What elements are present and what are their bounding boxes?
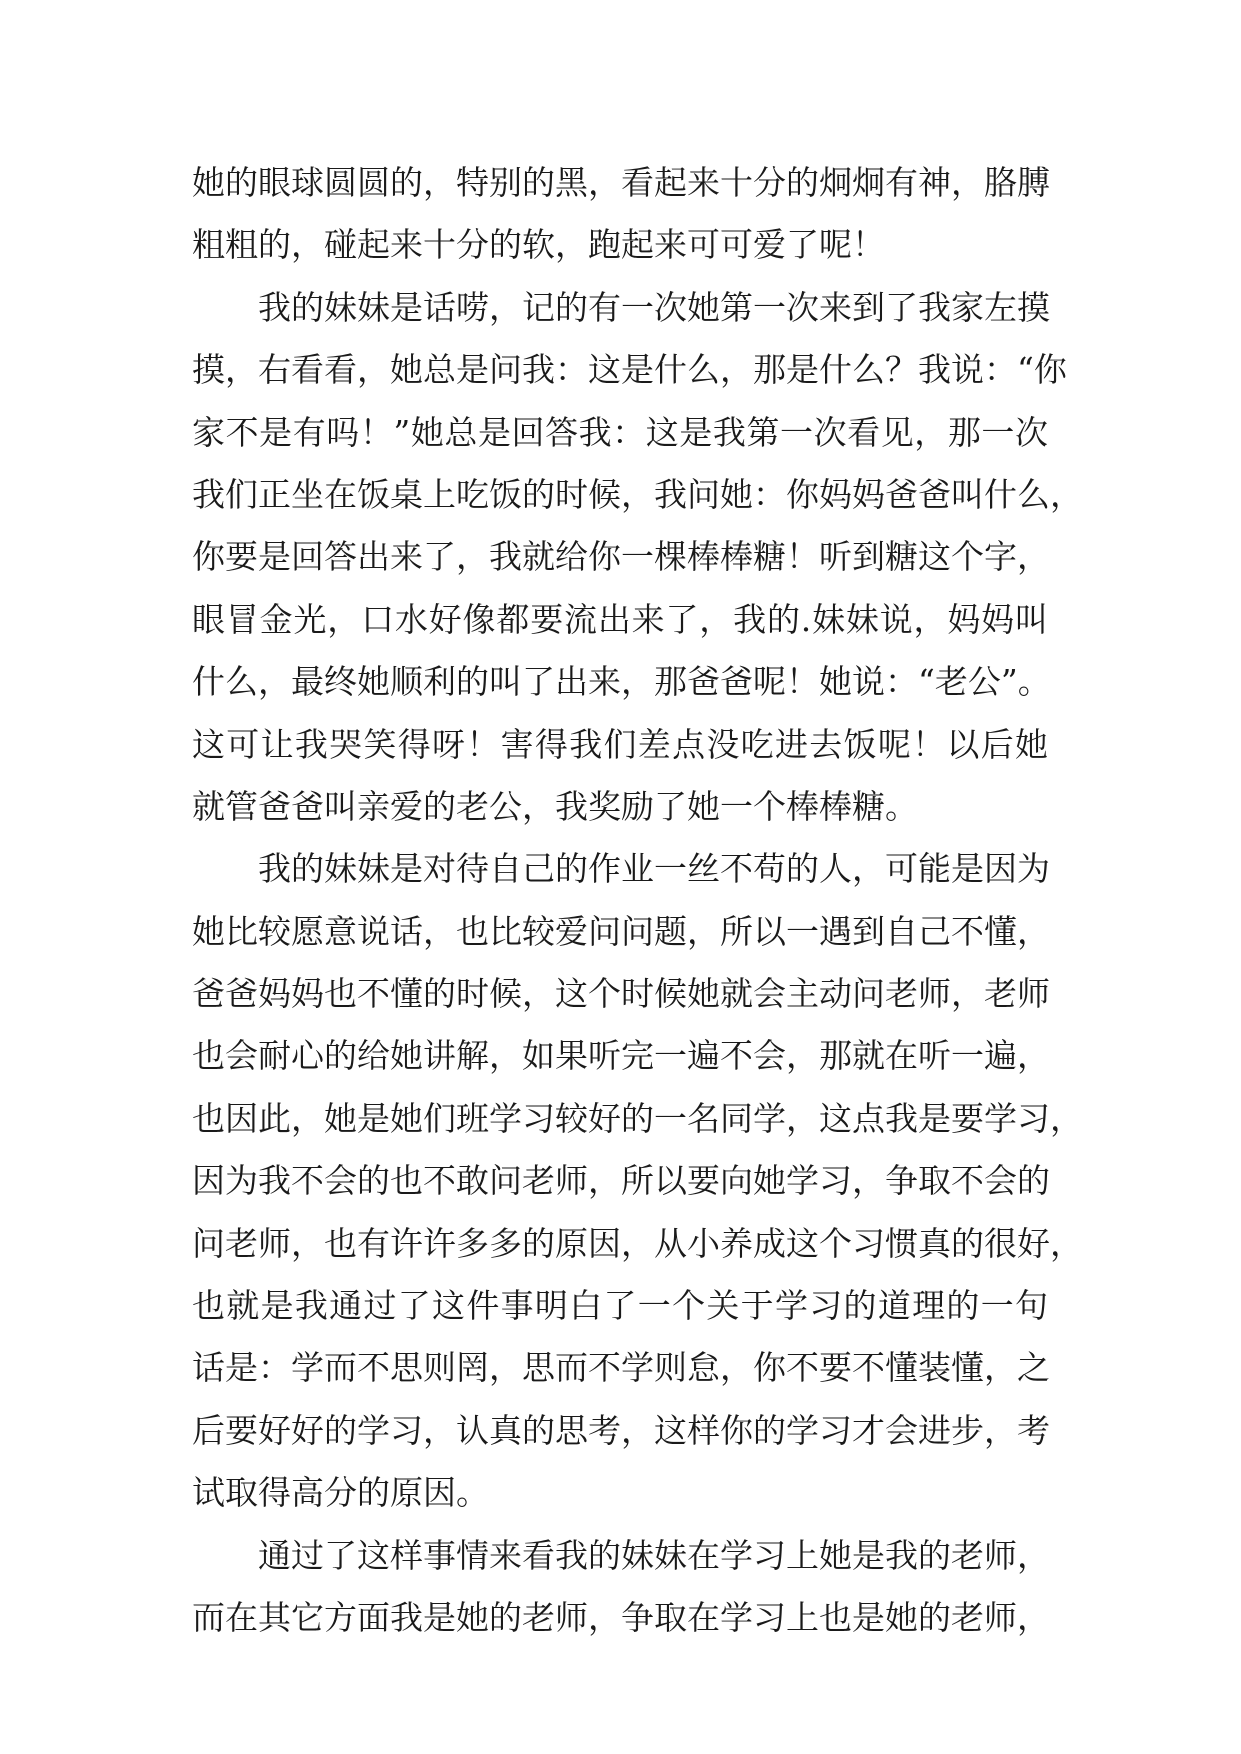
- text-line: 话是：学而不思则罔，思而不学则怠，你不要不懂装懂，之: [192, 1348, 1050, 1388]
- text-line: 就管爸爸叫亲爱的老公，我奖励了她一个棒棒糖。: [192, 786, 918, 826]
- text-line: 你要是回答出来了，我就给你一棵棒棒糖！听到糖这个字，: [192, 537, 1050, 577]
- text-line: 试取得高分的原因。: [192, 1473, 489, 1513]
- text-line: 家不是有吗！”她总是回答我：这是我第一次看见，那一次: [192, 412, 1048, 452]
- text-line: 我的妹妹是对待自己的作业一丝不苟的人，可能是因为: [258, 849, 1050, 889]
- text-line: 也会耐心的给她讲解，如果听完一遍不会，那就在听一遍，: [192, 1036, 1050, 1076]
- text-line: 通过了这样事情来看我的妹妹在学习上她是我的老师，: [258, 1535, 1050, 1575]
- text-line: 而在其它方面我是她的老师，争取在学习上也是她的老师，: [192, 1597, 1050, 1637]
- text-line: 她比较愿意说话，也比较爱问问题，所以一遇到自己不懂，: [192, 911, 1050, 951]
- text-line: 粗粗的，碰起来十分的软，跑起来可可爱了呢！: [192, 225, 885, 265]
- text-line: 摸，右看看，她总是问我：这是什么，那是什么？我说：“你: [192, 350, 1067, 390]
- text-line: 我们正坐在饭桌上吃饭的时候，我问她：你妈妈爸爸叫什么，: [192, 474, 1083, 514]
- text-line: 我的妹妹是话唠，记的有一次她第一次来到了我家左摸: [258, 287, 1050, 327]
- text-line: 这可让我哭笑得呀！害得我们差点没吃进去饭呢！以后她: [192, 724, 1048, 764]
- text-line: 什么，最终她顺利的叫了出来，那爸爸呢！她说：“老公”。: [192, 662, 1051, 702]
- text-line: 也因此，她是她们班学习较好的一名同学，这点我是要学习，: [192, 1098, 1083, 1138]
- text-line: 她的眼球圆圆的，特别的黑，看起来十分的炯炯有神，胳膊: [192, 163, 1050, 202]
- text-line: 因为我不会的也不敢问老师，所以要向她学习，争取不会的: [192, 1161, 1050, 1201]
- text-line: 后要好好的学习，认真的思考，这样你的学习才会进步，考: [192, 1410, 1050, 1450]
- text-line: 眼冒金光，口水好像都要流出来了，我的.妹妹说，妈妈叫: [192, 599, 1048, 639]
- text-line: 也就是我通过了这件事明白了一个关于学习的道理的一句: [192, 1286, 1048, 1326]
- body-text: [192, 152, 1083, 1649]
- text-line: 问老师，也有许许多多的原因，从小养成这个习惯真的很好，: [192, 1223, 1083, 1263]
- text-line: 爸爸妈妈也不懂的时候，这个时候她就会主动问老师，老师: [192, 974, 1050, 1014]
